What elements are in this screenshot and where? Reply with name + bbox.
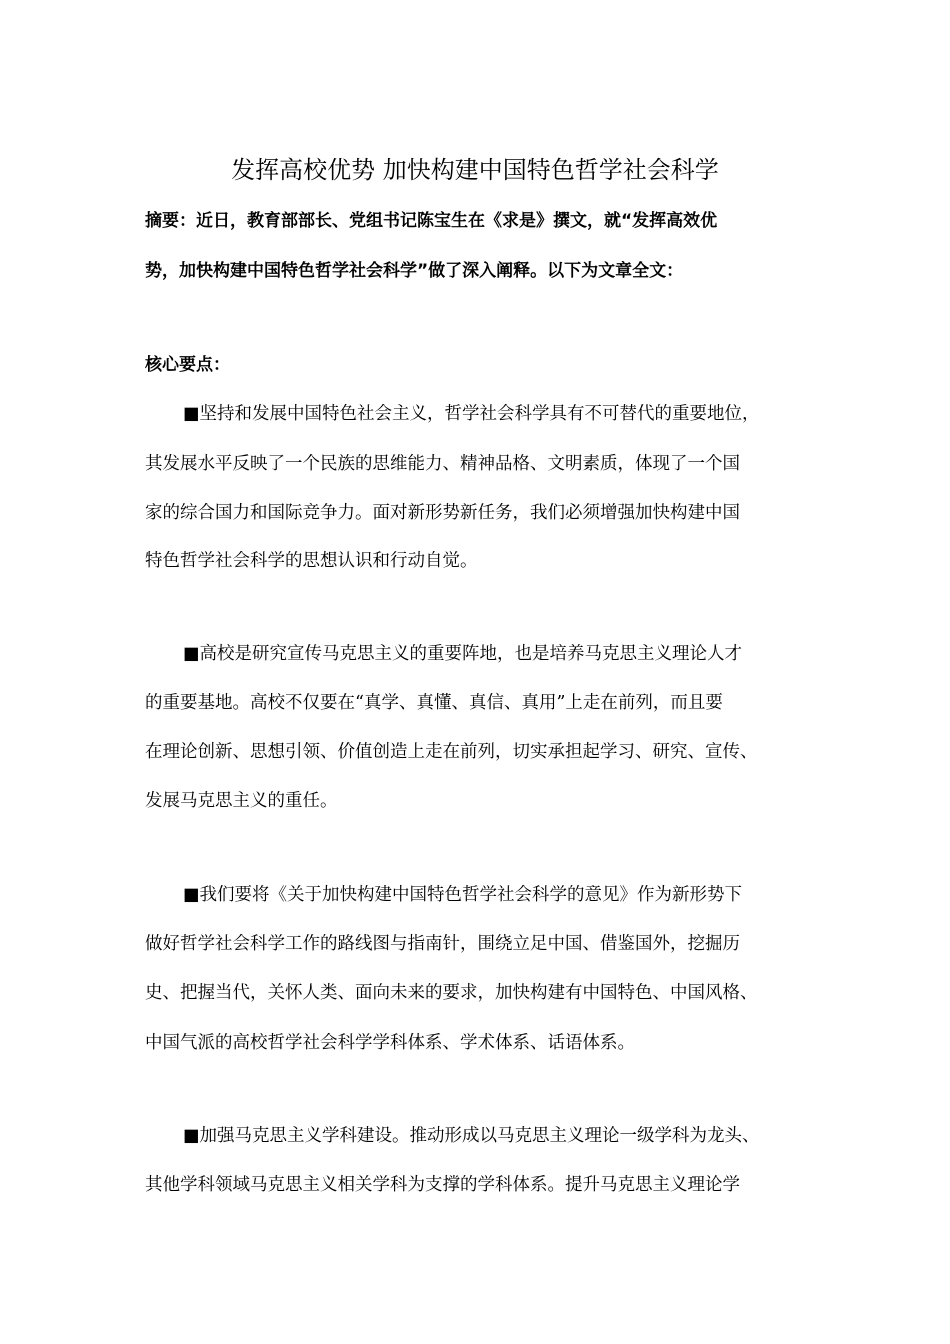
paragraph-line: ■高校是研究宣传马克思主义的重要阵地，也是培养马克思主义理论人才 (183, 644, 743, 664)
paragraph-line: 其他学科领域马克思主义相关学科为支撑的学科体系。提升马克思主义理论学 (145, 1175, 740, 1195)
paragraph-line: 家的综合国力和国际竞争力。面对新形势新任务，我们必须增强加快构建中国 (145, 503, 740, 523)
paragraph-line: 特色哲学社会科学的思想认识和行动自觉。 (145, 551, 478, 571)
paragraph-line: 中国气派的高校哲学社会科学学科体系、学术体系、话语体系。 (145, 1033, 635, 1053)
paragraph-line: ■我们要将《关于加快构建中国特色哲学社会科学的意见》作为新形势下 (183, 885, 743, 905)
paragraph-line: 发展马克思主义的重任。 (145, 791, 338, 811)
paragraph-line: 史、把握当代，关怀人类、面向未来的要求，加快构建有中国特色、中国风格、 (145, 983, 758, 1003)
core-points-heading: 核心要点： (145, 355, 230, 375)
paragraph-line: ■坚持和发展中国特色社会主义，哲学社会科学具有不可替代的重要地位， (183, 404, 760, 424)
paragraph-line: ■加强马克思主义学科建设。推动形成以马克思主义理论一级学科为龙头、 (183, 1126, 760, 1146)
document-title: 发挥高校优势 加快构建中国特色哲学社会科学 (231, 156, 719, 184)
abstract-line: 摘要：近日，教育部部长、党组书记陈宝生在《求是》撰文，就“发挥高效优 (145, 211, 718, 231)
paragraph-line: 在理论创新、思想引领、价值创造上走在前列，切实承担起学习、研究、宣传、 (145, 742, 758, 762)
paragraph-line: 做好哲学社会科学工作的路线图与指南针，围绕立足中国、借鉴国外，挖掘历 (145, 934, 740, 954)
abstract-line: 势，加快构建中国特色哲学社会科学”做了深入阐释。以下为文章全文： (145, 261, 684, 281)
paragraph-line: 的重要基地。高校不仅要在“真学、真懂、真信、真用”上走在前列，而且要 (145, 693, 723, 713)
paragraph-line: 其发展水平反映了一个民族的思维能力、精神品格、文明素质，体现了一个国 (145, 454, 740, 474)
